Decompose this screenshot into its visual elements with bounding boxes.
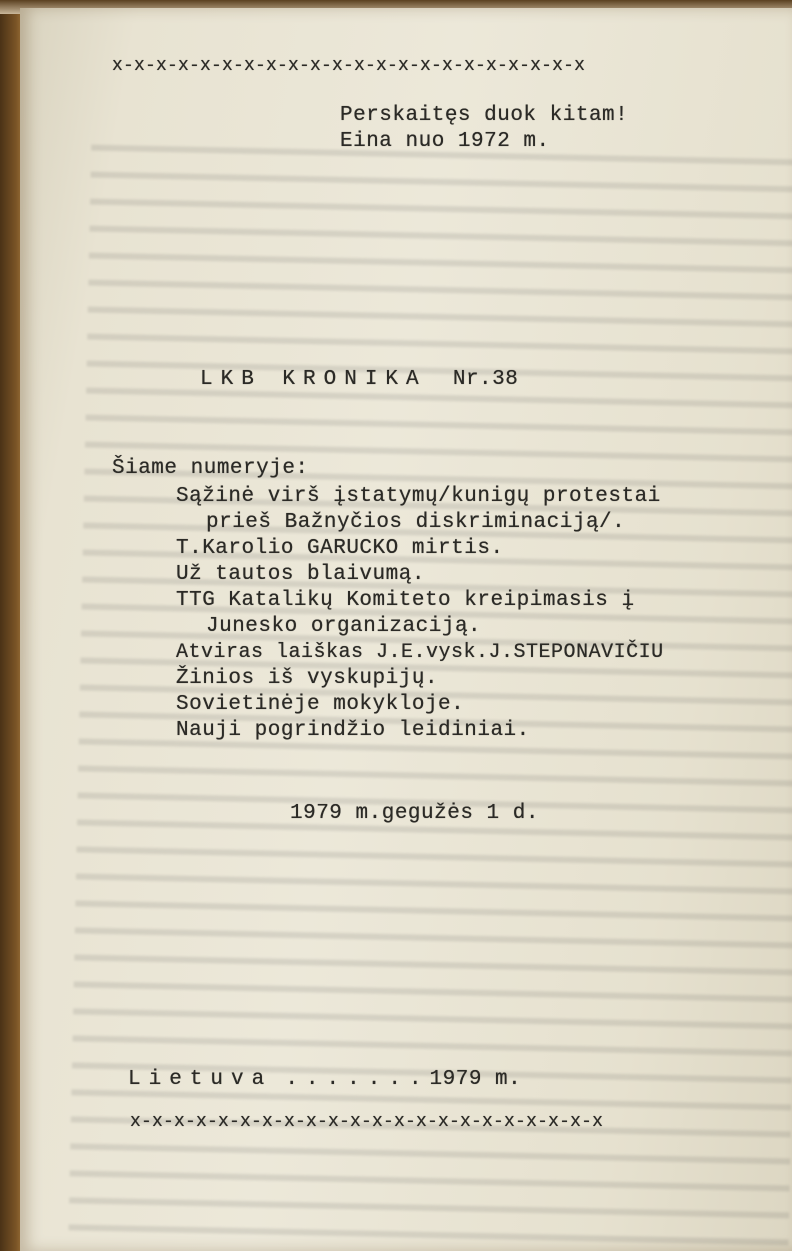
issue-number: Nr.38 (452, 368, 519, 391)
footer-line (128, 1068, 521, 1091)
separator-top: x-x-x-x-x-x-x-x-x-x-x-x-x-x-x-x-x-x-x-x-x-x (112, 56, 586, 76)
contents-item: Atviras laiškas J.E.vysk.J.STEPONAVIČIU (176, 641, 664, 664)
contents-item: Nauji pogrindžio leidiniai. (176, 719, 530, 742)
contents-item: Sovietinėje mokykloje. (176, 693, 465, 716)
pass-on-note: Perskaitęs duok kitam! (340, 104, 629, 127)
contents-item: TTG Katalikų Komiteto kreipimasis į (176, 589, 635, 612)
footer-year: 1979 m. (429, 1068, 522, 1091)
contents-item: Junesko organizaciją. (206, 615, 482, 638)
publication-title (200, 368, 518, 391)
contents-heading: Šiame numeryje: (112, 457, 309, 480)
contents-item: prieš Bažnyčios diskriminaciją/. (206, 511, 626, 534)
place-name: Lietuva (128, 1068, 273, 1091)
contents-item: Sąžinė virš įstatymų/kunigų protestai (176, 485, 661, 508)
publication-name: LKB KRONIKA (200, 368, 427, 391)
since-note: Eina nuo 1972 m. (340, 130, 550, 153)
contents-item: Už tautos blaivumą. (176, 563, 425, 586)
contents-item: Žinios iš vyskupijų. (176, 667, 439, 690)
contents-item: T.Karolio GARUCKO mirtis. (176, 537, 504, 560)
dot-leader: ....... (285, 1068, 430, 1091)
issue-date: 1979 m.gegužės 1 d. (290, 802, 539, 825)
separator-bottom: x-x-x-x-x-x-x-x-x-x-x-x-x-x-x-x-x-x-x-x-x-x (130, 1112, 604, 1132)
